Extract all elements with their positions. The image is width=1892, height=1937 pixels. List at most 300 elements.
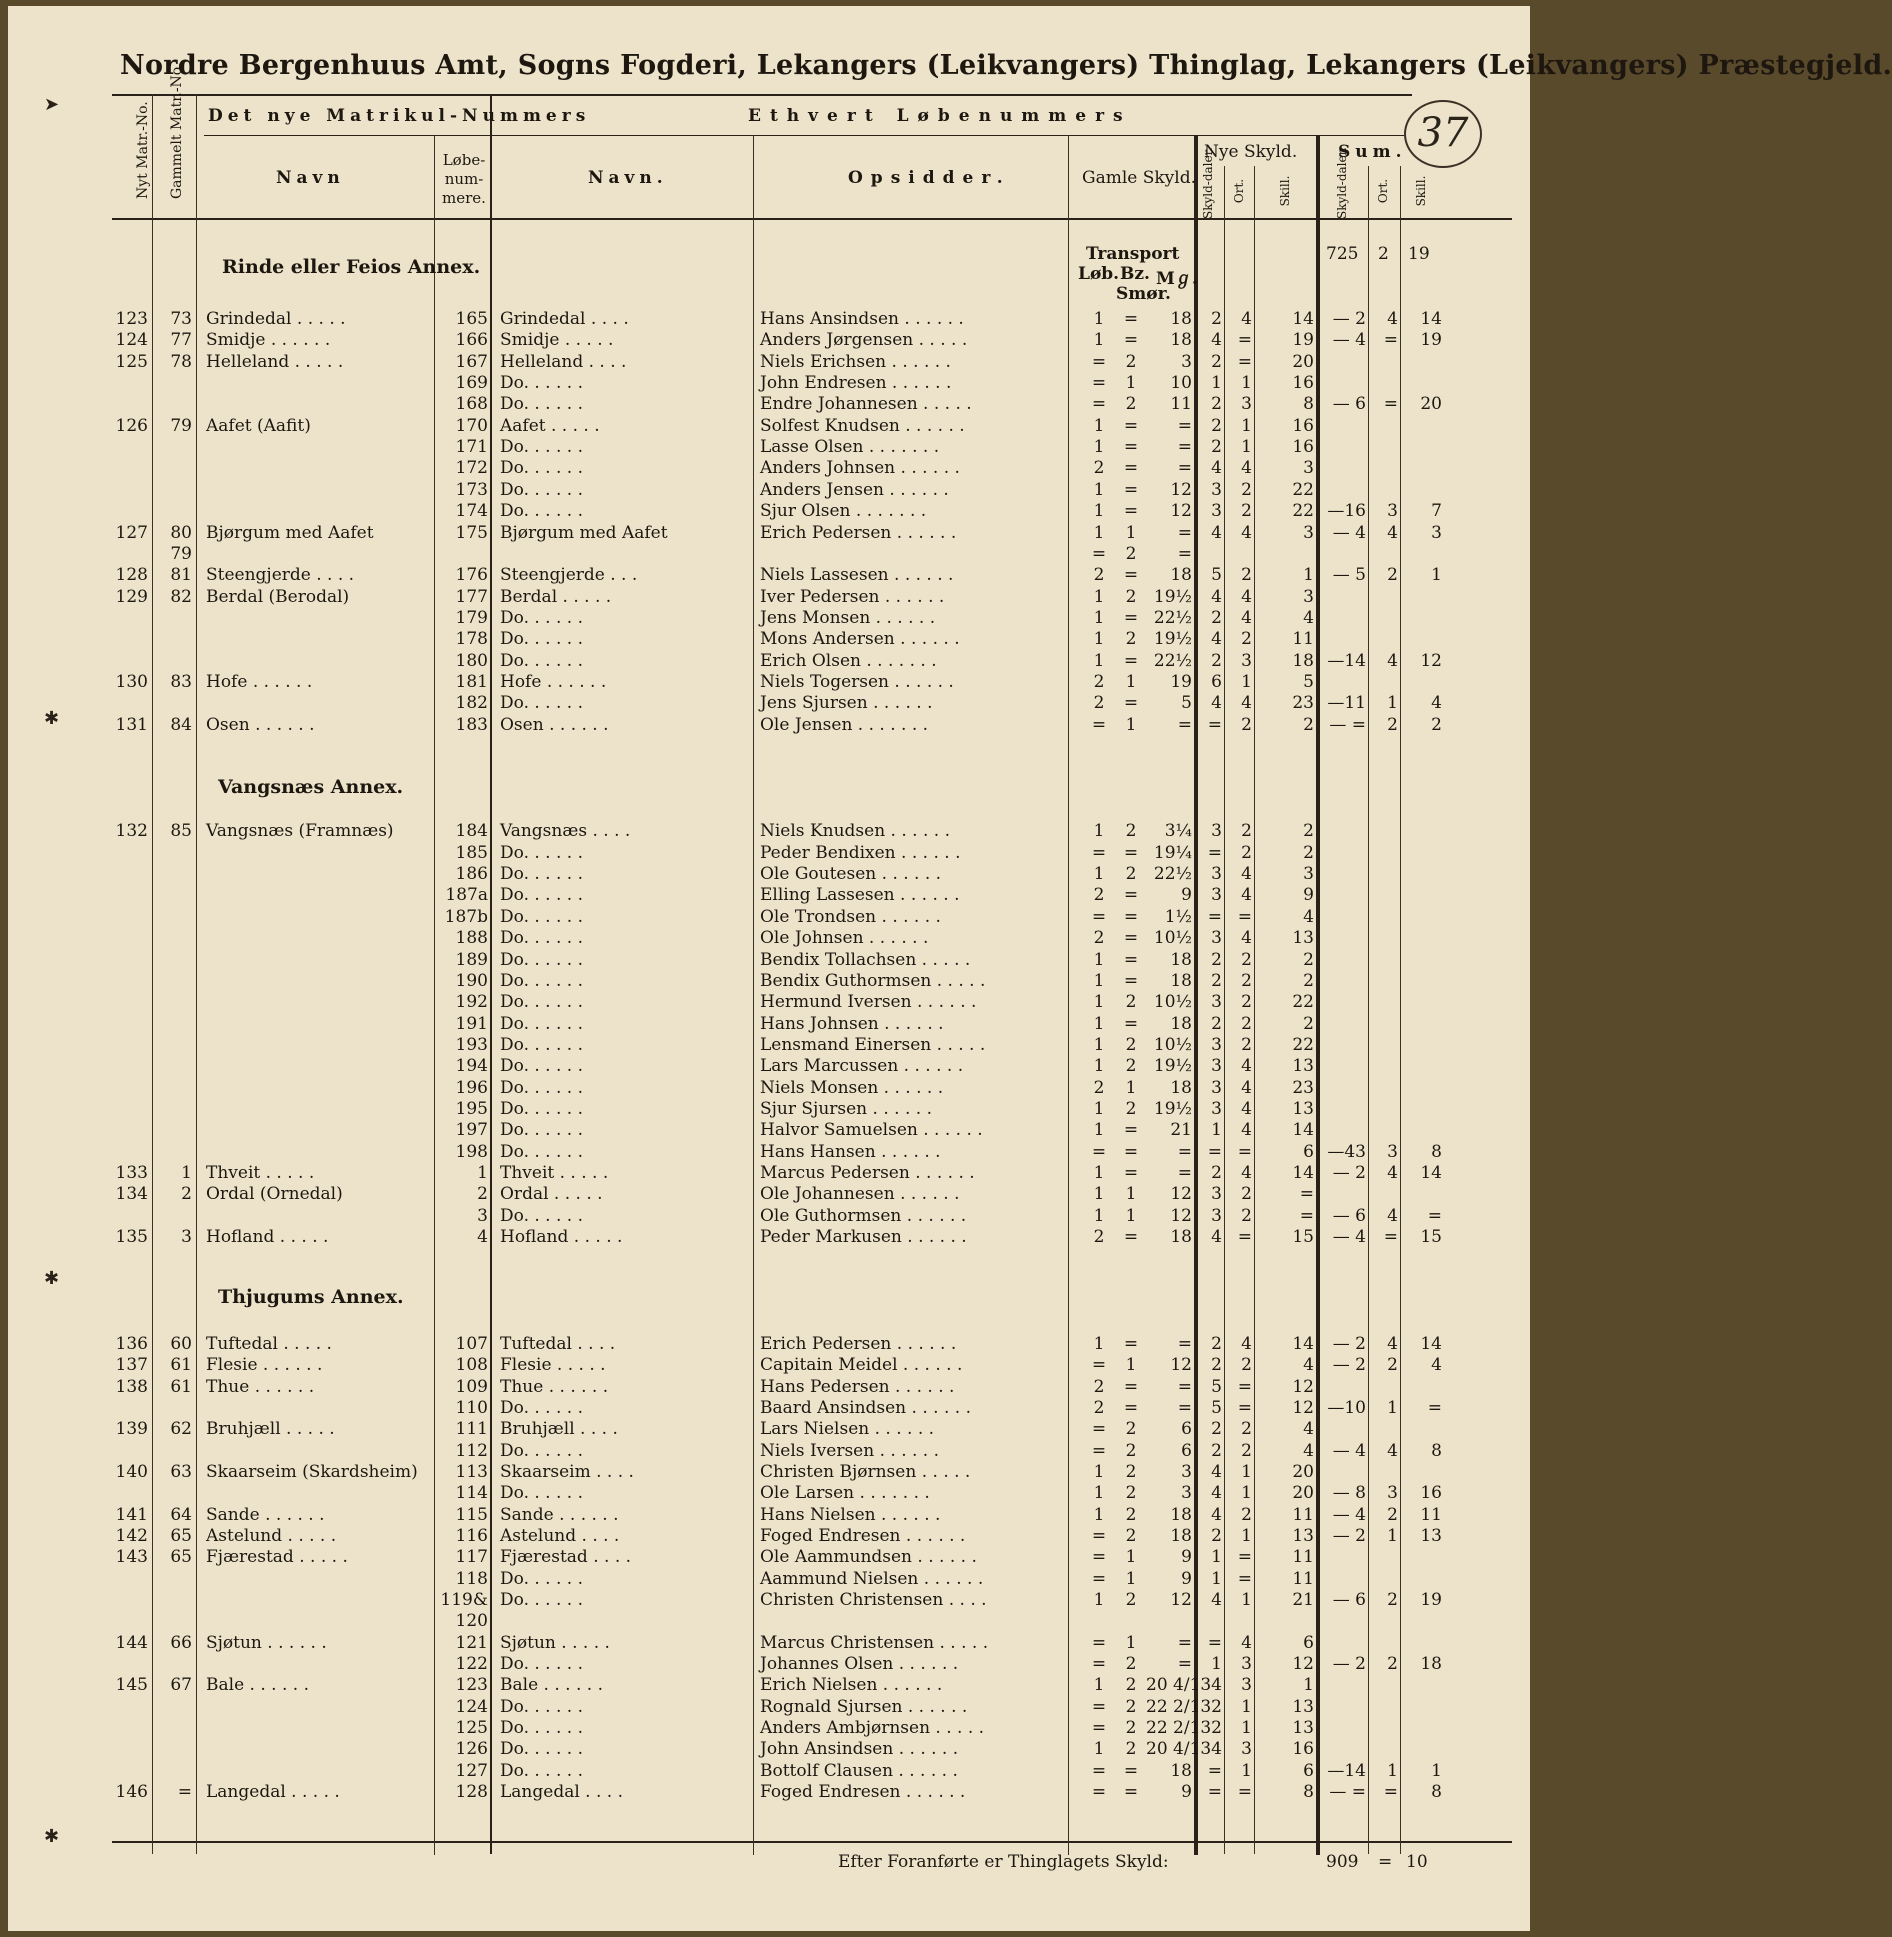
table-row	[8, 352, 1530, 373]
table-row	[8, 608, 1530, 629]
cell-gamle-lob: 1	[1093, 1013, 1105, 1034]
cell-opsidder: Solfest Knudsen . . . . . .	[760, 415, 965, 436]
cell-nye-daler: =	[1207, 1760, 1222, 1781]
cell-nyt-matr: 141	[115, 1504, 148, 1525]
cell-opsidder: Ole Trondsen . . . . . .	[760, 906, 941, 927]
cell-opsidder: Marcus Pedersen . . . . . .	[760, 1163, 975, 1183]
cell-nye-ort: 4	[1241, 1163, 1252, 1183]
cell-gamle-lob: 1	[1093, 309, 1105, 329]
cell-lobenummer: 111	[455, 1419, 488, 1440]
cell-gamle-lob: 2	[1093, 1376, 1105, 1397]
cell-gamle-lob: =	[1091, 1782, 1107, 1803]
cell-gamle-bz: 1	[1125, 1205, 1137, 1226]
cell-lob-navn: Do. . . . . .	[500, 1034, 584, 1055]
cell-lobenummer: 174	[455, 501, 488, 522]
table-row	[8, 1142, 1530, 1163]
cell-opsidder: Baard Ansindsen . . . . . .	[760, 1397, 971, 1418]
cell-gamle-bz: =	[1123, 1376, 1139, 1397]
cell-gamle-mk: 3¼	[1164, 821, 1192, 842]
cell-sum-skill: 2	[1431, 714, 1442, 735]
unit-mk: Mℊ.	[1156, 269, 1198, 289]
cell-sum-ort: 2	[1387, 1590, 1398, 1610]
header-nye-skyld: Nye Skyld.	[1204, 142, 1298, 162]
cell-gamle-lob: 2	[1093, 885, 1105, 906]
cell-opsidder: Bendix Guthormsen . . . . .	[760, 970, 986, 991]
cell-nyt-matr: 132	[115, 821, 148, 842]
cell-sum-skill: 8	[1431, 1782, 1442, 1803]
cell-sum-ort: 4	[1387, 1333, 1398, 1354]
cell-lob-navn: Do. . . . . .	[500, 1120, 584, 1141]
table-row	[8, 1334, 1530, 1355]
cell-lobenummer: 197	[455, 1120, 488, 1141]
cell-lob-navn: Hofe . . . . . .	[500, 671, 607, 692]
cell-lobenummer: 173	[455, 479, 488, 500]
cell-lob-navn: Do. . . . . .	[500, 1654, 584, 1675]
cell-gamle-lob: =	[1091, 1547, 1107, 1568]
cell-nye-daler: 2	[1211, 1525, 1222, 1546]
cell-gamle-mk: 3	[1181, 1483, 1192, 1504]
cell-nye-ort: 4	[1241, 607, 1252, 628]
header-sum-ort: Ort.	[1376, 178, 1390, 204]
table-row	[8, 693, 1530, 714]
table-row	[8, 1441, 1530, 1462]
cell-lobenummer: 194	[455, 1056, 488, 1077]
cell-opsidder: Lensmand Einersen . . . . .	[760, 1034, 986, 1055]
margin-bullet-icon: ✱	[44, 1826, 60, 1847]
cell-navn: Smidje . . . . . .	[206, 330, 331, 351]
cell-gamle-mk: 18	[1170, 1525, 1192, 1546]
cell-lobenummer: 124	[455, 1696, 488, 1717]
cell-sum-skill: 14	[1420, 1333, 1442, 1354]
cell-gamle-lob: 2	[1093, 693, 1105, 714]
cell-lobenummer: 169	[455, 373, 488, 394]
cell-gamle-lob: 1	[1093, 1184, 1105, 1205]
table-row	[8, 1483, 1530, 1504]
cell-gamle-mk: =	[1177, 437, 1192, 458]
cell-nye-ort: 2	[1241, 714, 1252, 735]
cell-opsidder: Iver Pedersen . . . . . .	[760, 586, 945, 607]
cell-gamle-lob: 1	[1093, 821, 1105, 842]
cell-sum-daler: — 4	[1332, 1227, 1366, 1248]
cell-nye-skill: 18	[1292, 650, 1314, 671]
cell-lob-navn: Do. . . . . .	[500, 693, 584, 714]
table-row	[8, 330, 1530, 351]
cell-nye-daler: 2	[1211, 309, 1222, 329]
cell-lob-navn: Do. . . . . .	[500, 1205, 584, 1226]
cell-lobenummer: 172	[455, 458, 488, 479]
cell-opsidder: Anders Jørgensen . . . . .	[760, 330, 968, 351]
cell-nye-ort: 2	[1241, 629, 1252, 650]
table-row	[8, 1120, 1530, 1141]
cell-nye-daler: =	[1207, 1141, 1222, 1162]
margin-bullet-icon: ✱	[44, 708, 60, 729]
cell-nye-daler: 2	[1211, 1163, 1222, 1183]
cell-lob-navn: Thue . . . . . .	[500, 1376, 609, 1397]
cell-nye-skill: 11	[1292, 1547, 1314, 1568]
cell-opsidder: Ole Aammundsen . . . . . .	[760, 1547, 977, 1568]
header-skill: Skill.	[1278, 175, 1292, 207]
cell-nye-daler: 4	[1211, 1675, 1222, 1696]
cell-sum-ort: 4	[1387, 309, 1398, 329]
cell-gamle-bz: 1	[1125, 714, 1137, 735]
cell-lob-navn: Do. . . . . .	[500, 394, 584, 415]
cell-sum-daler: — 2	[1332, 1163, 1366, 1183]
cell-gamle-bz: 2	[1125, 821, 1137, 842]
cell-nye-skill: 20	[1292, 1461, 1314, 1482]
cell-sum-daler: — 2	[1332, 1654, 1366, 1675]
cell-navn: Helleland . . . . .	[206, 351, 344, 372]
cell-gamle-lob: =	[1091, 1654, 1107, 1675]
cell-lob-navn: Berdal . . . . .	[500, 586, 612, 607]
cell-gamle-bz: 2	[1125, 992, 1137, 1013]
cell-sum-daler: —43	[1327, 1141, 1366, 1162]
section-title: Vangsnæs Annex.	[218, 776, 404, 798]
cell-lob-navn: Aafet . . . . .	[500, 415, 600, 436]
cell-gamle-lob: 1	[1093, 1504, 1105, 1525]
table-row	[8, 1526, 1530, 1547]
cell-nye-ort: 3	[1241, 1654, 1252, 1675]
cell-gamle-lob: 1	[1093, 501, 1105, 522]
cell-opsidder: Ole Johannesen . . . . . .	[760, 1184, 960, 1205]
cell-gamle-mk: 19½	[1153, 1056, 1192, 1077]
cell-gamle-mk: 21	[1170, 1120, 1192, 1141]
cell-gammelt-matr: 84	[170, 714, 192, 735]
cell-nye-ort: =	[1237, 1227, 1252, 1248]
cell-lob-navn: Bjørgum med Aafet	[500, 522, 668, 543]
table-row	[8, 458, 1530, 479]
cell-gamle-mk: 19½	[1153, 586, 1192, 607]
cell-gamle-mk: 22 2/13	[1146, 1718, 1212, 1739]
table-row	[8, 1782, 1530, 1803]
cell-nye-ort: 1	[1241, 437, 1252, 458]
cell-nye-daler: 6	[1211, 671, 1222, 692]
cell-navn: Sande . . . . . .	[206, 1504, 325, 1525]
cell-nye-skill: 2	[1303, 949, 1314, 970]
cell-opsidder: Erich Pedersen . . . . . .	[760, 1333, 957, 1354]
cell-sum-skill: =	[1427, 1397, 1442, 1418]
cell-gamle-lob: 1	[1093, 1739, 1105, 1760]
cell-gamle-bz: 2	[1125, 1483, 1137, 1504]
cell-gamle-bz: 1	[1125, 1355, 1137, 1376]
cell-opsidder: Foged Endresen . . . . . .	[760, 1782, 966, 1803]
footer-rule	[112, 1841, 1512, 1843]
cell-nye-skill: 13	[1292, 1098, 1314, 1119]
cell-nye-skill: 13	[1292, 1525, 1314, 1546]
cell-nyt-matr: 145	[115, 1675, 148, 1696]
cell-nye-daler: 3	[1211, 864, 1222, 885]
cell-lob-navn: Do. . . . . .	[500, 1696, 584, 1717]
cell-sum-ort: 2	[1387, 1504, 1398, 1525]
cell-nye-skill: 11	[1292, 629, 1314, 650]
cell-lob-navn: Do. . . . . .	[500, 906, 584, 927]
cell-lobenummer: 198	[455, 1141, 488, 1162]
cell-nye-skill: 14	[1292, 1120, 1314, 1141]
cell-nye-daler: 3	[1211, 1205, 1222, 1226]
table-row	[8, 1739, 1530, 1760]
cell-lobenummer: 116	[455, 1525, 488, 1546]
cell-opsidder: Christen Bjørnsen . . . . .	[760, 1461, 971, 1482]
cell-nye-skill: 20	[1292, 1483, 1314, 1504]
cell-lobenummer: 121	[455, 1632, 488, 1653]
cell-nye-daler: 2	[1211, 1333, 1222, 1354]
cell-gamle-mk: =	[1177, 1141, 1192, 1162]
cell-sum-skill: 13	[1420, 1525, 1442, 1546]
cell-nye-daler: 3	[1211, 928, 1222, 949]
cell-gamle-lob: =	[1091, 1440, 1107, 1461]
cell-nye-daler: =	[1207, 1782, 1222, 1803]
cell-gamle-bz: 2	[1125, 1461, 1137, 1482]
cell-gamle-bz: 1	[1125, 1568, 1137, 1589]
cell-opsidder: Mons Andersen . . . . . .	[760, 629, 960, 650]
cell-gammelt-matr: 77	[170, 330, 192, 351]
cell-gamle-lob: 1	[1093, 479, 1105, 500]
cell-nye-ort: 1	[1241, 671, 1252, 692]
cell-nye-daler: 4	[1211, 1483, 1222, 1504]
header-mid-rule	[204, 135, 1404, 136]
cell-lob-navn: Grindedal . . . .	[500, 309, 629, 329]
cell-lobenummer: 117	[455, 1547, 488, 1568]
header-skyld-daler: Skyld-daler.	[1201, 147, 1215, 219]
table-row	[8, 1611, 1530, 1632]
cell-nye-ort: 4	[1241, 1632, 1252, 1653]
cell-nye-ort: 4	[1241, 1333, 1252, 1354]
cell-sum-skill: 20	[1420, 394, 1442, 415]
cell-gamle-mk: 10½	[1153, 992, 1192, 1013]
cell-lobenummer: 187b	[444, 906, 488, 927]
cell-gamle-mk: 12	[1170, 1590, 1192, 1610]
cell-gamle-lob: 1	[1093, 607, 1105, 628]
cell-lob-navn: Skaarseim . . . .	[500, 1461, 634, 1482]
cell-nye-ort: 4	[1241, 522, 1252, 543]
cell-sum-ort: =	[1383, 394, 1398, 415]
cell-gamle-bz: 1	[1125, 1077, 1137, 1098]
cell-lobenummer: 175	[455, 522, 488, 543]
footer-label: Efter Foranførte er Thinglagets Skyld:	[838, 1852, 1169, 1872]
cell-sum-ort: 2	[1387, 1654, 1398, 1675]
cell-opsidder: Erich Pedersen . . . . . .	[760, 522, 957, 543]
cell-lobenummer: 126	[455, 1739, 488, 1760]
cell-gamle-bz: 2	[1125, 1696, 1137, 1717]
cell-gamle-mk: =	[1177, 714, 1192, 735]
table-row	[8, 544, 1530, 565]
cell-gamle-mk: 20 4/13	[1146, 1675, 1212, 1696]
cell-nye-daler: 3	[1211, 1056, 1222, 1077]
cell-gamle-lob: 1	[1093, 586, 1105, 607]
cell-lob-navn: Osen . . . . . .	[500, 714, 609, 735]
cell-sum-daler: — 2	[1332, 1355, 1366, 1376]
cell-gamle-bz: =	[1123, 1163, 1139, 1183]
cell-sum-daler: — =	[1329, 714, 1366, 735]
cell-gamle-lob: =	[1091, 351, 1107, 372]
cell-gamle-bz: =	[1123, 1397, 1139, 1418]
cell-nye-skill: 11	[1292, 1504, 1314, 1525]
cell-nye-ort: 2	[1241, 565, 1252, 586]
table-row	[8, 971, 1530, 992]
cell-lob-navn: Thveit . . . . .	[500, 1163, 609, 1183]
cell-lob-navn: Do. . . . . .	[500, 607, 584, 628]
cell-nye-skill: 6	[1303, 1760, 1314, 1781]
cell-lobenummer: 171	[455, 437, 488, 458]
cell-lob-navn: Do. . . . . .	[500, 458, 584, 479]
cell-gamle-lob: 1	[1093, 1098, 1105, 1119]
cell-gamle-mk: 3	[1181, 1461, 1192, 1482]
cell-nye-skill: 2	[1303, 714, 1314, 735]
cell-nye-daler: 2	[1211, 351, 1222, 372]
cell-opsidder: Ole Goutesen . . . . . .	[760, 864, 942, 885]
table-row	[8, 757, 1530, 778]
cell-lob-navn: Sande . . . . . .	[500, 1504, 619, 1525]
cell-nye-ort: 4	[1241, 885, 1252, 906]
cell-lobenummer: 193	[455, 1034, 488, 1055]
table-row	[8, 501, 1530, 522]
cell-lobenummer: 182	[455, 693, 488, 714]
cell-nye-ort: 1	[1241, 1718, 1252, 1739]
cell-nye-skill: 4	[1303, 607, 1314, 628]
cell-opsidder: Johannes Olsen . . . . . .	[760, 1654, 959, 1675]
cell-nye-skill: 5	[1303, 671, 1314, 692]
table-row	[8, 800, 1530, 821]
cell-gamle-mk: 10	[1170, 373, 1192, 394]
cell-nye-skill: 4	[1303, 1355, 1314, 1376]
cell-opsidder: Hans Ansindsen . . . . . .	[760, 309, 964, 329]
cell-sum-ort: =	[1383, 1227, 1398, 1248]
cell-gammelt-matr: 79	[170, 543, 192, 564]
cell-nye-ort: 2	[1241, 1034, 1252, 1055]
cell-navn: Bjørgum med Aafet	[206, 522, 374, 543]
cell-gamle-mk: 22½	[1153, 864, 1192, 885]
cell-gamle-bz: 2	[1125, 394, 1137, 415]
cell-gammelt-matr: 65	[170, 1547, 192, 1568]
cell-gamle-mk: 18	[1170, 1013, 1192, 1034]
cell-opsidder: Bendix Tollachsen . . . . .	[760, 949, 971, 970]
cell-gamle-bz: 1	[1125, 671, 1137, 692]
cell-gamle-lob: 1	[1093, 1675, 1105, 1696]
cell-gamle-mk: 22½	[1153, 650, 1192, 671]
cell-gammelt-matr: 60	[170, 1333, 192, 1354]
table-row	[8, 928, 1530, 949]
cell-gamle-bz: =	[1123, 906, 1139, 927]
cell-opsidder: Hans Pedersen . . . . . .	[760, 1376, 955, 1397]
cell-opsidder: Ole Johnsen . . . . . .	[760, 928, 929, 949]
cell-lob-navn: Do. . . . . .	[500, 1098, 584, 1119]
cell-nye-daler: 5	[1211, 565, 1222, 586]
cell-nye-daler: =	[1207, 1632, 1222, 1653]
table-row	[8, 1761, 1530, 1782]
cell-lobenummer: 115	[455, 1504, 488, 1525]
cell-lobenummer: 1	[477, 1163, 488, 1183]
cell-gamle-lob: 1	[1093, 522, 1105, 543]
cell-lobenummer: 167	[455, 351, 488, 372]
cell-nye-skill: 13	[1292, 928, 1314, 949]
cell-opsidder: Niels Erichsen . . . . . .	[760, 351, 951, 372]
cell-gammelt-matr: 67	[170, 1675, 192, 1696]
cell-lob-navn: Astelund . . . .	[500, 1525, 620, 1546]
transport-label: Transport	[1086, 244, 1180, 264]
cell-gamle-mk: =	[1177, 1654, 1192, 1675]
table-row	[8, 523, 1530, 544]
table-row	[8, 1355, 1530, 1376]
margin-arrow-icon: ➤	[44, 94, 60, 115]
cell-gamle-bz: 1	[1125, 1632, 1137, 1653]
table-row	[8, 394, 1530, 415]
cell-gammelt-matr: 63	[170, 1461, 192, 1482]
cell-lob-navn: Fjærestad . . . .	[500, 1547, 632, 1568]
cell-nye-daler: 3	[1211, 501, 1222, 522]
cell-gamle-mk: 10½	[1153, 1034, 1192, 1055]
cell-gammelt-matr: 64	[170, 1504, 192, 1525]
cell-gamle-bz: 2	[1125, 1034, 1137, 1055]
cell-lobenummer: 165	[455, 309, 488, 329]
cell-sum-ort: =	[1383, 1782, 1398, 1803]
cell-gamle-lob: =	[1091, 543, 1107, 564]
cell-nye-ort: 4	[1241, 864, 1252, 885]
cell-gamle-mk: 12	[1170, 1184, 1192, 1205]
cell-lobenummer: 119&	[440, 1590, 488, 1610]
cell-gammelt-matr: 62	[170, 1419, 192, 1440]
cell-lob-navn: Do. . . . . .	[500, 1739, 584, 1760]
cell-lob-navn: Do. . . . . .	[500, 928, 584, 949]
cell-lob-navn: Do. . . . . .	[500, 437, 584, 458]
cell-nye-ort: 3	[1241, 1739, 1252, 1760]
cell-opsidder: Niels Monsen . . . . . .	[760, 1077, 944, 1098]
cell-lobenummer: 109	[455, 1376, 488, 1397]
cell-gamle-bz: =	[1123, 928, 1139, 949]
cell-nye-ort: 2	[1241, 821, 1252, 842]
cell-gamle-bz: 2	[1125, 1056, 1137, 1077]
cell-gammelt-matr: 3	[181, 1227, 192, 1248]
cell-nye-skill: 9	[1303, 885, 1314, 906]
cell-gamle-mk: 9	[1181, 1547, 1192, 1568]
cell-nye-ort: =	[1237, 1141, 1252, 1162]
cell-lob-navn: Do. . . . . .	[500, 629, 584, 650]
cell-nye-skill: 4	[1303, 906, 1314, 927]
cell-nye-daler: 2	[1211, 1440, 1222, 1461]
cell-lob-navn: Do. . . . . .	[500, 1440, 584, 1461]
header-gamle-skyld: Gamle Skyld.	[1082, 168, 1197, 188]
cell-lob-navn: Do. . . . . .	[500, 949, 584, 970]
cell-sum-ort: 2	[1387, 565, 1398, 586]
cell-lob-navn: Do. . . . . .	[500, 1077, 584, 1098]
cell-nye-ort: 1	[1241, 1590, 1252, 1610]
cell-lobenummer: 113	[455, 1461, 488, 1482]
cell-sum-ort: =	[1383, 330, 1398, 351]
cell-gamle-mk: 6	[1181, 1440, 1192, 1461]
cell-nye-daler: 3	[1211, 1098, 1222, 1119]
cell-gamle-bz: 2	[1125, 1440, 1137, 1461]
cell-lob-navn: Do. . . . . .	[500, 479, 584, 500]
header-nyt-matr: Nyt Matr.-No.	[135, 101, 151, 199]
cell-lobenummer: 188	[455, 928, 488, 949]
cell-sum-daler: — 6	[1332, 394, 1366, 415]
cell-opsidder: Ole Jensen . . . . . . .	[760, 714, 929, 735]
cell-gamle-bz: =	[1123, 650, 1139, 671]
table-row	[8, 1291, 1530, 1312]
cell-lobenummer: 120	[455, 1611, 488, 1632]
cell-nye-ort: 4	[1241, 1056, 1252, 1077]
cell-opsidder: Niels Togersen . . . . . .	[760, 671, 954, 692]
cell-gamle-lob: 1	[1093, 1034, 1105, 1055]
cell-nye-skill: 12	[1292, 1397, 1314, 1418]
cell-nye-skill: =	[1299, 1205, 1314, 1226]
cell-gamle-bz: =	[1123, 1120, 1139, 1141]
cell-gamle-bz: 2	[1125, 864, 1137, 885]
cell-nyt-matr: 129	[115, 586, 148, 607]
cell-opsidder: Lasse Olsen . . . . . . .	[760, 437, 940, 458]
cell-nye-ort: 4	[1241, 1098, 1252, 1119]
cell-nye-skill: 19	[1292, 330, 1314, 351]
header-ethvert: Ethvert Løbenummers	[748, 106, 1132, 126]
cell-lobenummer: 181	[455, 671, 488, 692]
